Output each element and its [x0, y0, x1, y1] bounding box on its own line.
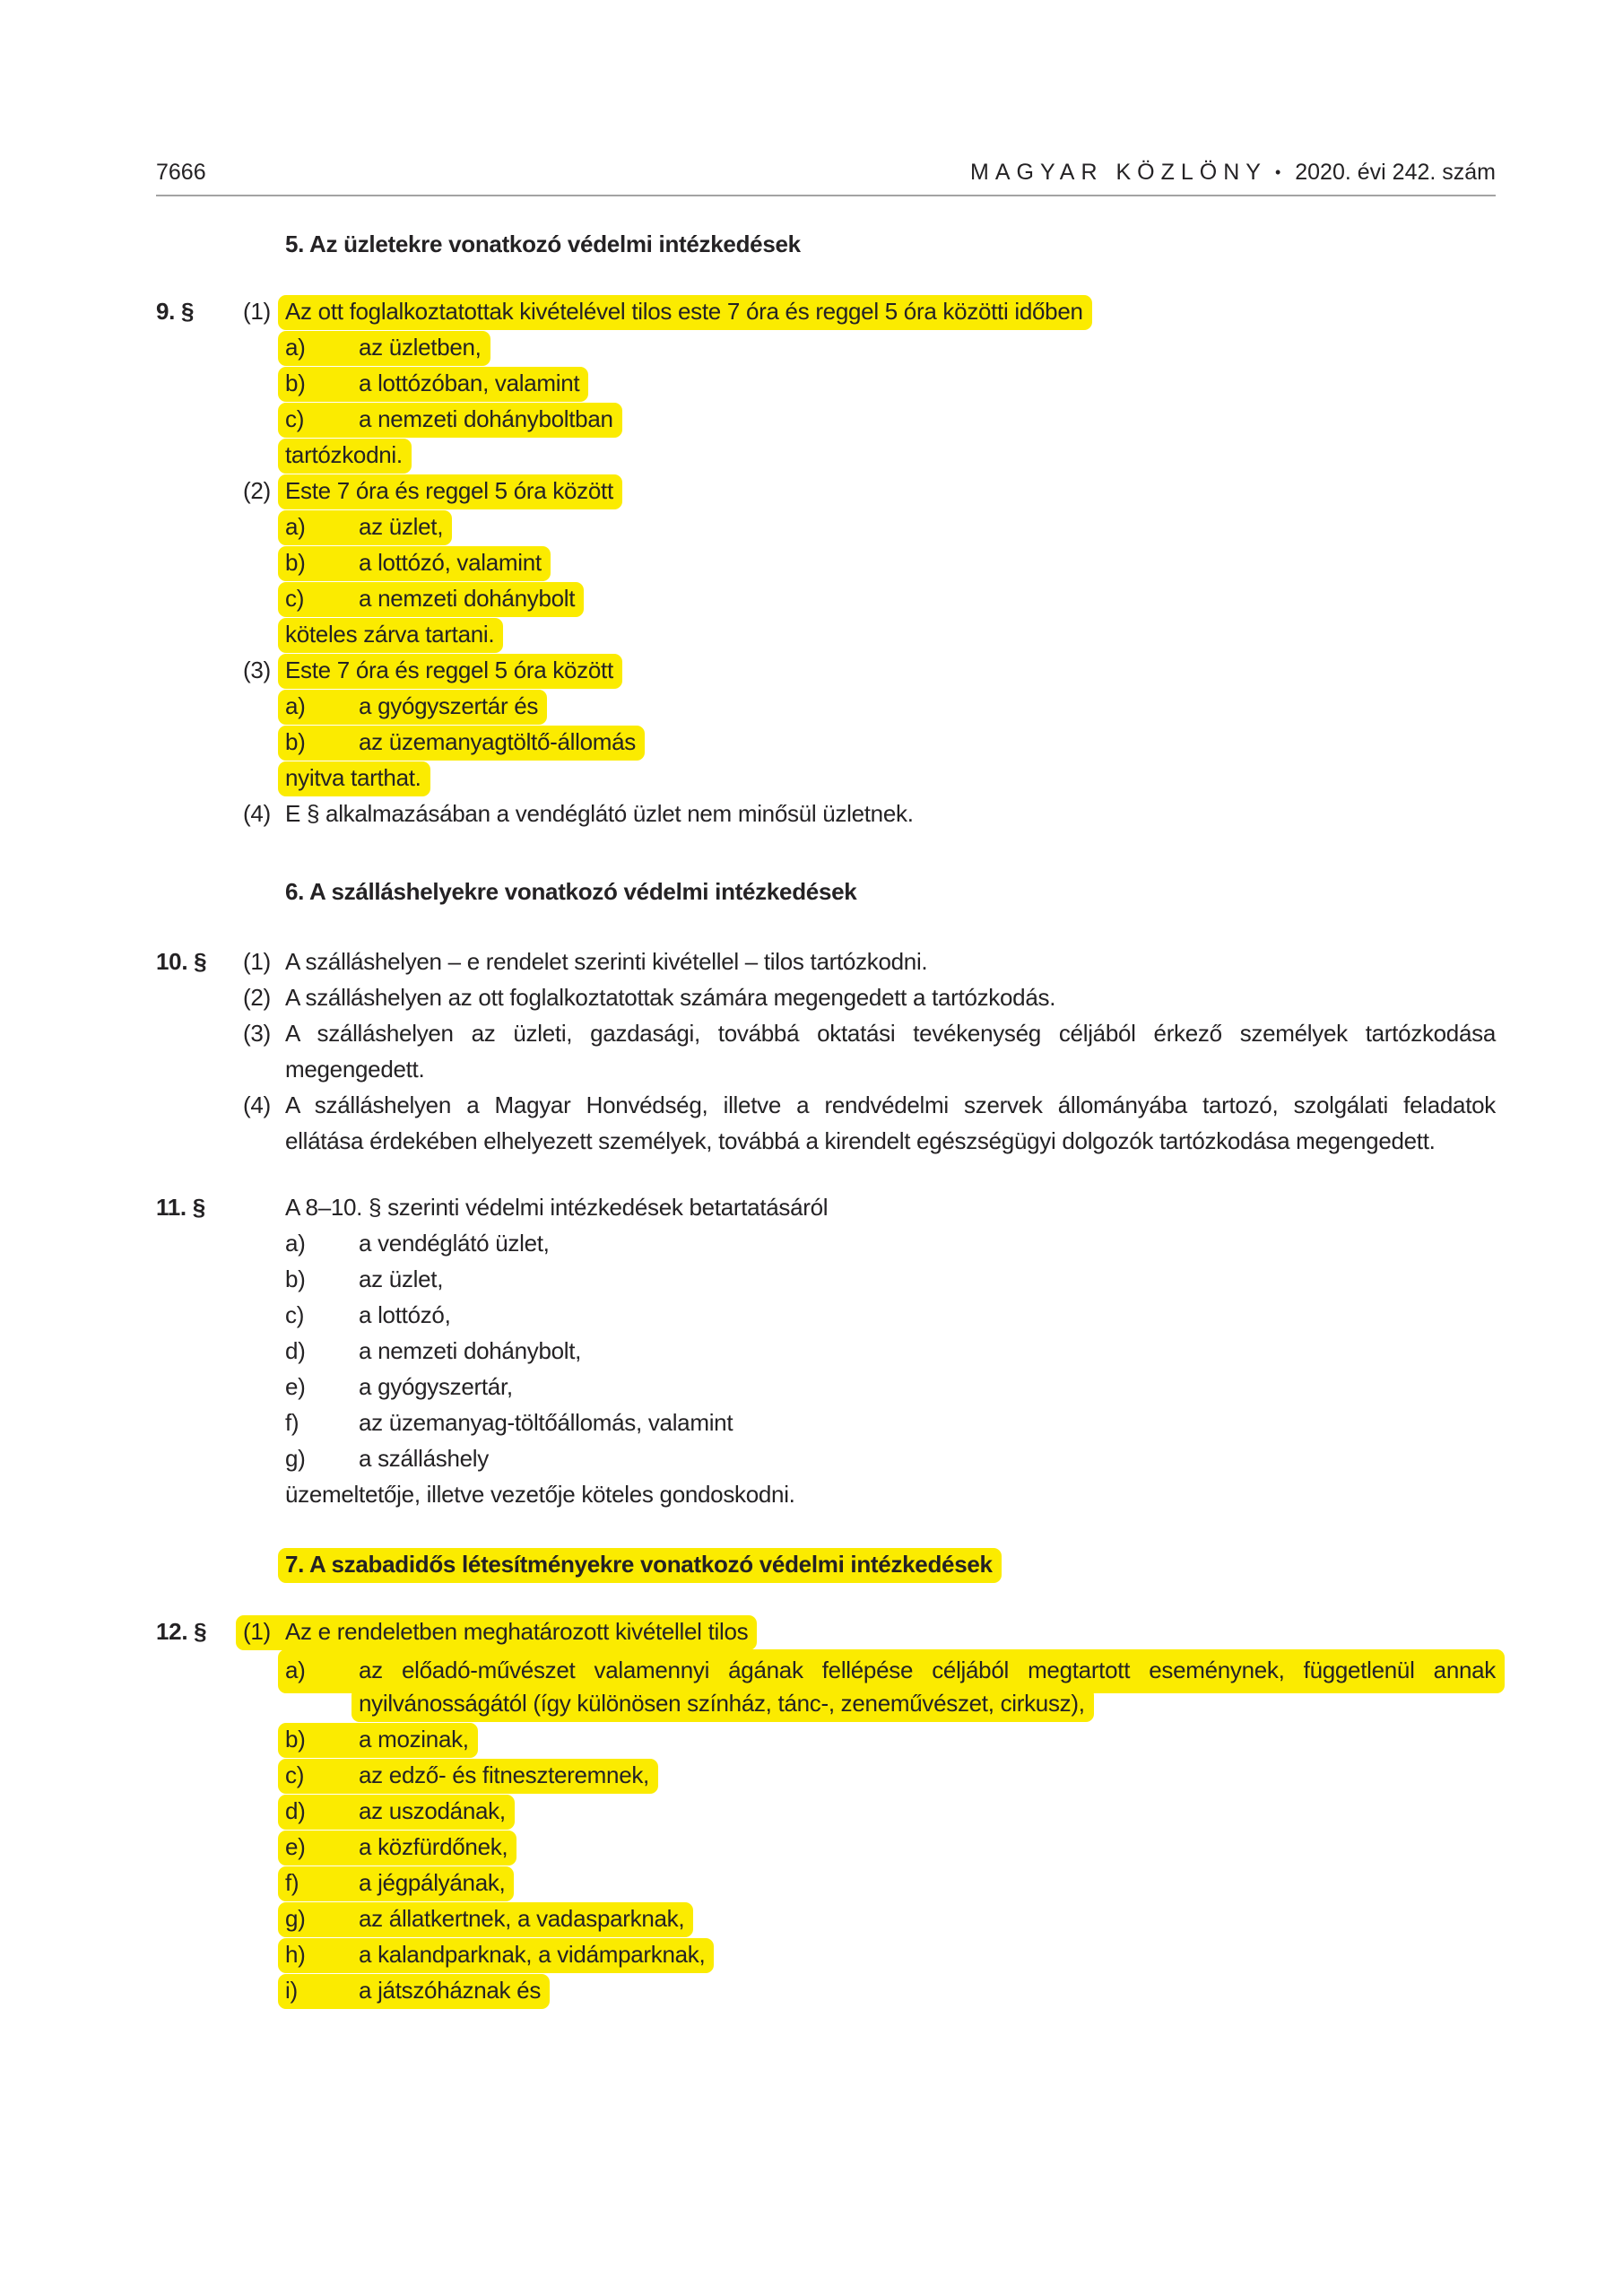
intro-text: A 8–10. § szerinti védelmi intézkedések betartatásáról	[285, 1194, 829, 1221]
subpoint-11-d	[156, 1333, 1496, 1369]
subpoint-letter: f)	[285, 1409, 299, 1436]
highlighted-text	[278, 331, 490, 366]
journal-header	[970, 160, 1496, 186]
subpoint-text: a gyógyszertár és	[359, 692, 539, 719]
subpoint-12-b	[156, 1721, 1496, 1757]
point-10-4	[156, 1087, 1496, 1123]
point-number: (1)	[243, 1618, 271, 1645]
point-9-2	[156, 473, 1496, 509]
point-text: A szálláshelyen a Magyar Honvédség, illetve a rendvédelmi szervek állományába tartozó, szolgálati feladatok	[285, 1091, 1496, 1118]
subpoint-text: a lottózó, valamint	[359, 549, 542, 576]
article-11-marker: 11. §	[156, 1194, 205, 1221]
highlighted-text	[278, 510, 452, 545]
subpoint-9-1-b	[156, 365, 1496, 401]
point-9-3-closing	[156, 760, 1496, 796]
subpoint-9-3-a	[156, 688, 1496, 724]
closing-text: üzemeltetője, illetve vezetője köteles gondoskodni.	[285, 1481, 795, 1508]
highlighted-text	[278, 1759, 658, 1794]
subpoint-12-a-line2	[156, 1685, 1496, 1721]
point-number: (4)	[243, 1091, 271, 1118]
subpoint-9-2-b	[156, 544, 1496, 580]
subpoint-text: a kalandparknak, a vidámparknak,	[359, 1941, 706, 1968]
point-number: (3)	[243, 1020, 271, 1047]
subpoint-11-g	[156, 1440, 1496, 1476]
subpoint-letter: g)	[285, 1445, 306, 1472]
subpoint-text: a mozinak,	[359, 1726, 469, 1752]
subpoint-text: a jégpályának,	[359, 1869, 506, 1896]
subpoint-11-f	[156, 1405, 1496, 1440]
section-6-heading: 6. A szálláshelyekre vonatkozó védelmi intézkedések	[285, 878, 857, 905]
highlighted-text: Este 7 óra és reggel 5 óra között	[278, 474, 622, 509]
highlighted-text: Az ott foglalkoztatottak kivételével tilos este 7 óra és reggel 5 óra közötti időben	[278, 295, 1092, 330]
highlighted-text	[278, 367, 588, 402]
article-10-marker: 10. §	[156, 948, 207, 975]
subpoint-text: a szálláshely	[359, 1445, 489, 1472]
subpoint-letter: a)	[285, 1230, 306, 1257]
point-text: A szálláshelyen az ott foglalkoztatottak számára megengedett a tartózkodás.	[285, 984, 1056, 1011]
highlighted-text	[236, 1615, 757, 1650]
subpoint-12-c	[156, 1757, 1496, 1793]
highlighted-text	[278, 582, 584, 617]
highlighted-text	[278, 726, 645, 761]
article-11	[156, 1189, 1496, 1512]
point-10-2	[156, 979, 1496, 1015]
subpoint-letter: c)	[285, 585, 305, 612]
subpoint-text: az állatkertnek, a vadasparknak,	[359, 1905, 685, 1932]
subpoint-letter: f)	[285, 1869, 299, 1896]
subpoint-12-a-line1	[156, 1649, 1496, 1685]
subpoint-12-f	[156, 1865, 1496, 1900]
point-10-3	[156, 1015, 1496, 1051]
article-10	[156, 944, 1496, 1159]
subpoint-12-d	[156, 1793, 1496, 1829]
page-header	[156, 160, 1496, 196]
section-5	[156, 226, 1496, 262]
subpoint-letter: c)	[285, 1301, 305, 1328]
point-12-1	[156, 1613, 1496, 1649]
highlighted-text	[278, 1902, 693, 1937]
subpoint-letter: d)	[285, 1337, 306, 1364]
subpoint-text: a nemzeti dohánybolt,	[359, 1337, 582, 1364]
subpoint-letter: a)	[285, 692, 306, 719]
subpoint-text: a közfürdőnek,	[359, 1833, 508, 1860]
section-7	[156, 1546, 1496, 1582]
highlighted-text: nyitva tarthat.	[278, 761, 430, 796]
subpoint-11-a	[156, 1225, 1496, 1261]
highlighted-text	[278, 403, 622, 438]
highlighted-text: nyilvánosságától (így különösen színház, tánc-, zeneművészet, cirkusz),	[352, 1687, 1094, 1722]
point-text: A szálláshelyen az üzleti, gazdasági, továbbá oktatási tevékenység céljából érkező személyek tartózkodása	[285, 1020, 1496, 1047]
point-text: Az e rendeletben meghatározott kivétellel tilos	[285, 1618, 749, 1645]
point-text: megengedett.	[285, 1056, 425, 1083]
article-12-marker: 12. §	[156, 1618, 207, 1645]
subpoint-letter: b)	[285, 1726, 306, 1752]
point-9-1-closing	[156, 437, 1496, 473]
subpoint-text: a lottózóban, valamint	[359, 370, 580, 396]
point-9-1	[156, 293, 1496, 329]
point-text: E § alkalmazásában a vendéglátó üzlet nem minősül üzletnek.	[285, 800, 914, 827]
subpoint-letter: b)	[285, 1265, 306, 1292]
highlighted-text: Este 7 óra és reggel 5 óra között	[278, 654, 622, 689]
point-number: (2)	[243, 477, 271, 504]
highlighted-text	[278, 690, 547, 725]
subpoint-12-h	[156, 1936, 1496, 1972]
subpoint-text: az üzemanyagtöltő-állomás	[359, 728, 636, 755]
highlighted-text	[278, 1974, 550, 2009]
subpoint-9-2-a	[156, 509, 1496, 544]
subpoint-letter: a)	[285, 334, 306, 361]
highlighted-text	[278, 546, 551, 581]
section-5-heading: 5. Az üzletekre vonatkozó védelmi intézkedések	[285, 230, 801, 257]
article-9	[156, 293, 1496, 831]
section-6	[156, 874, 1496, 909]
subpoint-letter: b)	[285, 728, 306, 755]
highlighted-text	[278, 1831, 516, 1866]
point-number: (4)	[243, 800, 271, 827]
subpoint-letter: d)	[285, 1797, 306, 1824]
point-number: (1)	[243, 298, 271, 325]
subpoint-letter: b)	[285, 370, 306, 396]
point-10-1	[156, 944, 1496, 979]
highlighted-text	[278, 1723, 478, 1758]
article-11-closing	[156, 1476, 1496, 1512]
subpoint-9-1-a	[156, 329, 1496, 365]
subpoint-11-b	[156, 1261, 1496, 1297]
subpoint-text: a nemzeti dohányboltban	[359, 405, 613, 432]
subpoint-text: az előadó-művészet valamennyi ágának fellépése céljából megtartott eseménynek, függetlenül annak	[359, 1657, 1496, 1683]
subpoint-text: az üzemanyag-töltőállomás, valamint	[359, 1409, 733, 1436]
subpoint-9-1-c	[156, 401, 1496, 437]
point-9-4	[156, 796, 1496, 831]
subpoint-letter: g)	[285, 1905, 306, 1932]
article-12	[156, 1613, 1496, 2008]
subpoint-text: az üzlet,	[359, 513, 444, 540]
subpoint-text: a gyógyszertár,	[359, 1373, 513, 1400]
subpoint-letter: a)	[285, 513, 306, 540]
section-7-heading: 7. A szabadidős létesítményekre vonatkozó védelmi intézkedések	[278, 1548, 1002, 1583]
highlighted-text	[278, 1938, 714, 1973]
subpoint-11-c	[156, 1297, 1496, 1333]
point-10-3-continuation	[156, 1051, 1496, 1087]
subpoint-12-e	[156, 1829, 1496, 1865]
article-11-intro	[156, 1189, 1496, 1225]
subpoint-text: a vendéglátó üzlet,	[359, 1230, 550, 1257]
subpoint-text: a lottózó,	[359, 1301, 451, 1328]
point-number: (3)	[243, 657, 271, 683]
subpoint-text: az üzletben,	[359, 334, 482, 361]
subpoint-text: a játszóháznak és	[359, 1977, 542, 2004]
point-text: A szálláshelyen – e rendelet szerinti kivétellel – tilos tartózkodni.	[285, 948, 928, 975]
issue-number: 2020. évi 242. szám	[1295, 160, 1496, 185]
point-number: (1)	[243, 948, 271, 975]
highlighted-text: tartózkodni.	[278, 439, 412, 474]
subpoint-letter: c)	[285, 1761, 305, 1788]
highlighted-text	[278, 1866, 514, 1901]
subpoint-letter: e)	[285, 1373, 306, 1400]
point-text: ellátása érdekében elhelyezett személyek, továbbá a kirendelt egészségügyi dolgozók tartózkodása megengedett.	[285, 1127, 1436, 1154]
subpoint-text: a nemzeti dohánybolt	[359, 585, 576, 612]
subpoint-letter: i)	[285, 1977, 298, 2004]
subpoint-9-2-c	[156, 580, 1496, 616]
subpoint-letter: c)	[285, 405, 305, 432]
subpoint-text: az uszodának,	[359, 1797, 506, 1824]
subpoint-text: az üzlet,	[359, 1265, 444, 1292]
subpoint-text: az edző- és fitneszteremnek,	[359, 1761, 649, 1788]
subpoint-12-g	[156, 1900, 1496, 1936]
point-9-3	[156, 652, 1496, 688]
article-9-marker: 9. §	[156, 298, 195, 325]
point-10-4-continuation	[156, 1123, 1496, 1159]
highlighted-text: köteles zárva tartani.	[278, 618, 503, 653]
subpoint-11-e	[156, 1369, 1496, 1405]
highlighted-text	[278, 1795, 515, 1830]
journal-title: MAGYAR KÖZLÖNY	[970, 160, 1267, 185]
subpoint-letter: h)	[285, 1941, 306, 1968]
subpoint-letter: a)	[285, 1657, 306, 1683]
page-number: 7666	[156, 160, 206, 185]
bullet-separator-icon: •	[1274, 163, 1281, 181]
subpoint-letter: b)	[285, 549, 306, 576]
subpoint-12-i	[156, 1972, 1496, 2008]
subpoint-9-3-b	[156, 724, 1496, 760]
point-number: (2)	[243, 984, 271, 1011]
point-9-2-closing	[156, 616, 1496, 652]
subpoint-letter: e)	[285, 1833, 306, 1860]
